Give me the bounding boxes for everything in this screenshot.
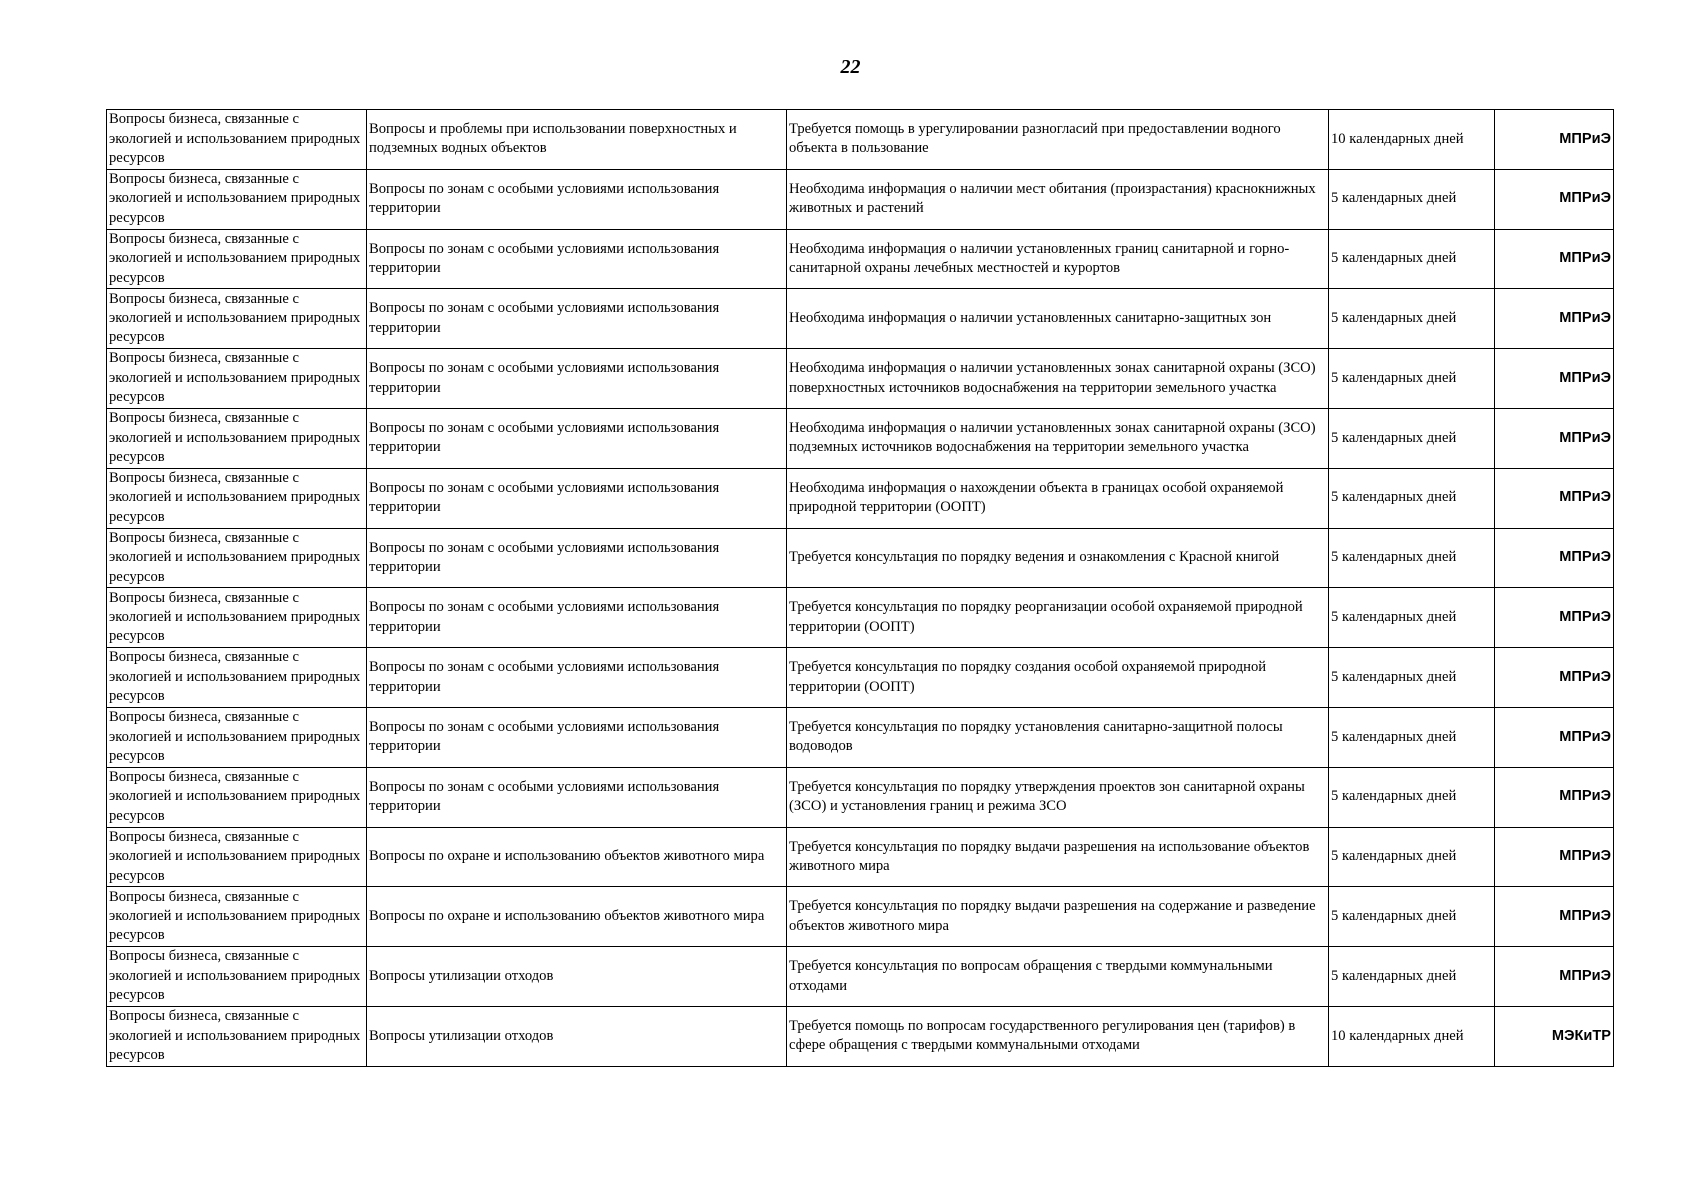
term-cell: 5 календарных дней [1329,707,1495,767]
page-number: 22 [840,56,861,78]
topic-cell: Вопросы по зонам с особыми условиями использования территории [367,468,787,528]
category-cell: Вопросы бизнеса, связанные с экологией и использованием природных ресурсов [107,588,367,648]
category-cell: Вопросы бизнеса, связанные с экологией и использованием природных ресурсов [107,528,367,588]
request-cell: Требуется консультация по порядку установления санитарно-защитной полосы водоводов [787,707,1329,767]
table-row [107,648,1614,708]
request-cell: Необходима информация о наличии установленных зонах санитарной охраны (ЗСО) поверхностных источников водоснабжения на территории земельного участка [787,349,1329,409]
topic-cell: Вопросы утилизации отходов [367,1006,787,1066]
term-cell: 5 календарных дней [1329,169,1495,229]
request-cell: Необходима информация о нахождении объекта в границах особой охраняемой природной территории (ООПТ) [787,468,1329,528]
topic-cell: Вопросы по зонам с особыми условиями использования территории [367,648,787,708]
term-cell: 5 календарных дней [1329,767,1495,827]
agency-cell: МПРиЭ [1495,947,1614,1007]
agency-cell: МПРиЭ [1495,707,1614,767]
agency-cell: МПРиЭ [1495,887,1614,947]
request-cell: Требуется консультация по вопросам обращения с твердыми коммунальными отходами [787,947,1329,1007]
table-row [107,468,1614,528]
term-cell: 5 календарных дней [1329,887,1495,947]
request-cell: Требуется консультация по порядку утверждения проектов зон санитарной охраны (ЗСО) и установления границ и режима ЗСО [787,767,1329,827]
agency-cell: МПРиЭ [1495,229,1614,289]
topic-cell: Вопросы по охране и использованию объектов животного мира [367,887,787,947]
category-cell: Вопросы бизнеса, связанные с экологией и использованием природных ресурсов [107,648,367,708]
category-cell: Вопросы бизнеса, связанные с экологией и использованием природных ресурсов [107,887,367,947]
category-cell: Вопросы бизнеса, связанные с экологией и использованием природных ресурсов [107,468,367,528]
category-cell: Вопросы бизнеса, связанные с экологией и использованием природных ресурсов [107,169,367,229]
agency-cell: МПРиЭ [1495,110,1614,170]
topic-cell: Вопросы по зонам с особыми условиями использования территории [367,588,787,648]
term-cell: 10 календарных дней [1329,1006,1495,1066]
topic-cell: Вопросы по зонам с особыми условиями использования территории [367,767,787,827]
category-cell: Вопросы бизнеса, связанные с экологией и использованием природных ресурсов [107,767,367,827]
table-row [107,707,1614,767]
agency-cell: МПРиЭ [1495,289,1614,349]
request-cell: Требуется консультация по порядку выдачи разрешения на содержание и разведение объектов животного мира [787,887,1329,947]
agency-cell: МПРиЭ [1495,767,1614,827]
request-cell: Требуется консультация по порядку создания особой охраняемой природной территории (ООПТ) [787,648,1329,708]
agency-cell: МПРиЭ [1495,588,1614,648]
topic-cell: Вопросы и проблемы при использовании поверхностных и подземных водных объектов [367,110,787,170]
agency-cell: МПРиЭ [1495,528,1614,588]
request-cell: Необходима информация о наличии установленных зонах санитарной охраны (ЗСО) подземных источников водоснабжения на территории земельного участка [787,408,1329,468]
agency-cell: МПРиЭ [1495,827,1614,887]
request-cell: Требуется консультация по порядку ведения и ознакомления с Красной книгой [787,528,1329,588]
term-cell: 5 календарных дней [1329,408,1495,468]
category-cell: Вопросы бизнеса, связанные с экологией и использованием природных ресурсов [107,229,367,289]
services-table [106,109,1614,1067]
agency-cell: МЭКиТР [1495,1006,1614,1066]
table-row [107,827,1614,887]
term-cell: 5 календарных дней [1329,827,1495,887]
category-cell: Вопросы бизнеса, связанные с экологией и использованием природных ресурсов [107,707,367,767]
topic-cell: Вопросы утилизации отходов [367,947,787,1007]
request-cell: Необходима информация о наличии мест обитания (произрастания) краснокнижных животных и растений [787,169,1329,229]
topic-cell: Вопросы по зонам с особыми условиями использования территории [367,169,787,229]
term-cell: 5 календарных дней [1329,588,1495,648]
table-row [107,289,1614,349]
term-cell: 5 календарных дней [1329,349,1495,409]
request-cell: Требуется консультация по порядку реорганизации особой охраняемой природной территории (ООПТ) [787,588,1329,648]
table-row [107,1006,1614,1066]
topic-cell: Вопросы по зонам с особыми условиями использования территории [367,528,787,588]
request-cell: Необходима информация о наличии установленных границ санитарной и горно-санитарной охраны лечебных местностей и курортов [787,229,1329,289]
table-row [107,349,1614,409]
table-row [107,229,1614,289]
agency-cell: МПРиЭ [1495,648,1614,708]
table-row [107,408,1614,468]
category-cell: Вопросы бизнеса, связанные с экологией и использованием природных ресурсов [107,947,367,1007]
term-cell: 10 календарных дней [1329,110,1495,170]
table-row [107,110,1614,170]
term-cell: 5 календарных дней [1329,528,1495,588]
table-row [107,588,1614,648]
term-cell: 5 календарных дней [1329,229,1495,289]
topic-cell: Вопросы по зонам с особыми условиями использования территории [367,289,787,349]
request-cell: Требуется помощь в урегулировании разногласий при предоставлении водного объекта в пользование [787,110,1329,170]
category-cell: Вопросы бизнеса, связанные с экологией и использованием природных ресурсов [107,289,367,349]
topic-cell: Вопросы по охране и использованию объектов животного мира [367,827,787,887]
term-cell: 5 календарных дней [1329,648,1495,708]
topic-cell: Вопросы по зонам с особыми условиями использования территории [367,707,787,767]
term-cell: 5 календарных дней [1329,468,1495,528]
table-row [107,767,1614,827]
agency-cell: МПРиЭ [1495,349,1614,409]
topic-cell: Вопросы по зонам с особыми условиями использования территории [367,229,787,289]
topic-cell: Вопросы по зонам с особыми условиями использования территории [367,408,787,468]
agency-cell: МПРиЭ [1495,408,1614,468]
category-cell: Вопросы бизнеса, связанные с экологией и использованием природных ресурсов [107,110,367,170]
agency-cell: МПРиЭ [1495,169,1614,229]
table-row [107,947,1614,1007]
agency-cell: МПРиЭ [1495,468,1614,528]
topic-cell: Вопросы по зонам с особыми условиями использования территории [367,349,787,409]
term-cell: 5 календарных дней [1329,289,1495,349]
request-cell: Требуется консультация по порядку выдачи разрешения на использование объектов животного мира [787,827,1329,887]
table-body [107,110,1614,1067]
category-cell: Вопросы бизнеса, связанные с экологией и использованием природных ресурсов [107,408,367,468]
category-cell: Вопросы бизнеса, связанные с экологией и использованием природных ресурсов [107,349,367,409]
term-cell: 5 календарных дней [1329,947,1495,1007]
table-row [107,528,1614,588]
request-cell: Необходима информация о наличии установленных санитарно-защитных зон [787,289,1329,349]
category-cell: Вопросы бизнеса, связанные с экологией и использованием природных ресурсов [107,827,367,887]
table-row [107,169,1614,229]
table-row [107,887,1614,947]
category-cell: Вопросы бизнеса, связанные с экологией и использованием природных ресурсов [107,1006,367,1066]
request-cell: Требуется помощь по вопросам государственного регулирования цен (тарифов) в сфере обращения с твердыми коммунальными отходами [787,1006,1329,1066]
